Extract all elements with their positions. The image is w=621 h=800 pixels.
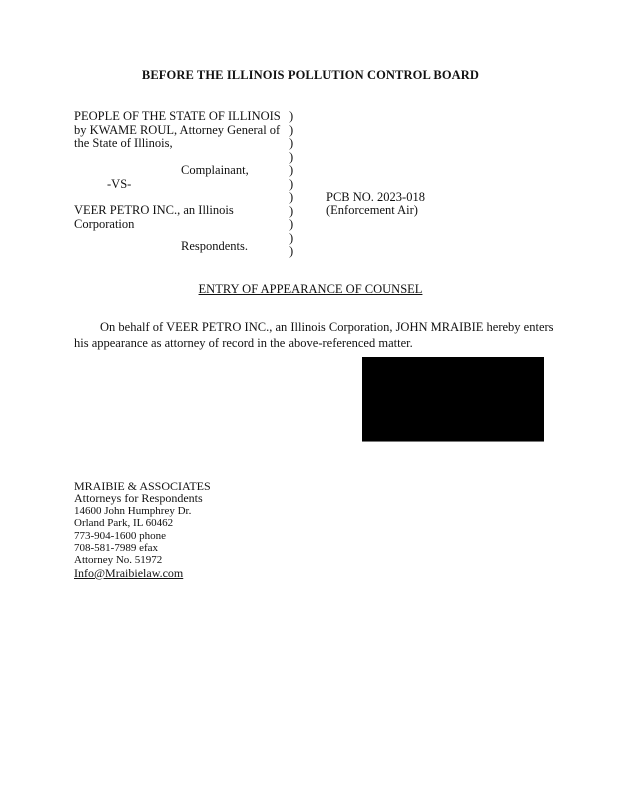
defendant-line-2: Corporation bbox=[74, 216, 135, 231]
case-type: (Enforcement Air) bbox=[326, 203, 418, 217]
firm-email-link[interactable]: Info@Mraibielaw.com bbox=[74, 565, 184, 580]
plaintiff-line-1: PEOPLE OF THE STATE OF ILLINOIS bbox=[74, 109, 281, 123]
body-paragraph bbox=[74, 319, 554, 351]
respondents-label: Respondents. bbox=[181, 239, 249, 253]
case-number: PCB NO. 2023-018 bbox=[326, 190, 425, 204]
attorney-number: Attorney No. 51972 bbox=[74, 554, 163, 567]
firm-address-line-1: 14600 John Humphrey Dr. bbox=[74, 504, 192, 517]
document-title: BEFORE THE ILLINOIS POLLUTION CONTROL BOARD bbox=[141, 68, 480, 82]
firm-name: MRAIBIE & ASSOCIATES bbox=[74, 479, 211, 493]
redacted-signature-block bbox=[362, 357, 544, 441]
defendant-line-1: VEER PETRO INC., an Illinois bbox=[74, 203, 234, 217]
firm-efax: 708-581-7989 efax bbox=[74, 542, 159, 555]
firm-signature-block bbox=[74, 480, 211, 579]
complainant-label: Complainant, bbox=[181, 163, 249, 177]
plaintiff-line-2: by KWAME ROUL, Attorney General of bbox=[74, 122, 281, 137]
caption-parentheses: ) ) ) ) ) ) ) ) ) ) ) bbox=[289, 109, 294, 258]
firm-role: Attorneys for Respondents bbox=[74, 491, 203, 506]
firm-phone: 773-904-1600 phone bbox=[74, 529, 166, 542]
section-heading: ENTRY OF APPEARANCE OF COUNSEL bbox=[198, 282, 423, 296]
plaintiff-line-3: the State of Illinois, bbox=[74, 136, 173, 150]
firm-address-line-2: Orland Park, IL 60462 bbox=[74, 517, 174, 530]
versus-label: -VS- bbox=[107, 177, 132, 191]
body-text: On behalf of VEER PETRO INC., an Illinois Corporation, JOHN MRAIBIE hereby enters his appearance as attorney of record in the above-referenced matter. bbox=[74, 320, 554, 350]
signature-line bbox=[362, 441, 544, 442]
